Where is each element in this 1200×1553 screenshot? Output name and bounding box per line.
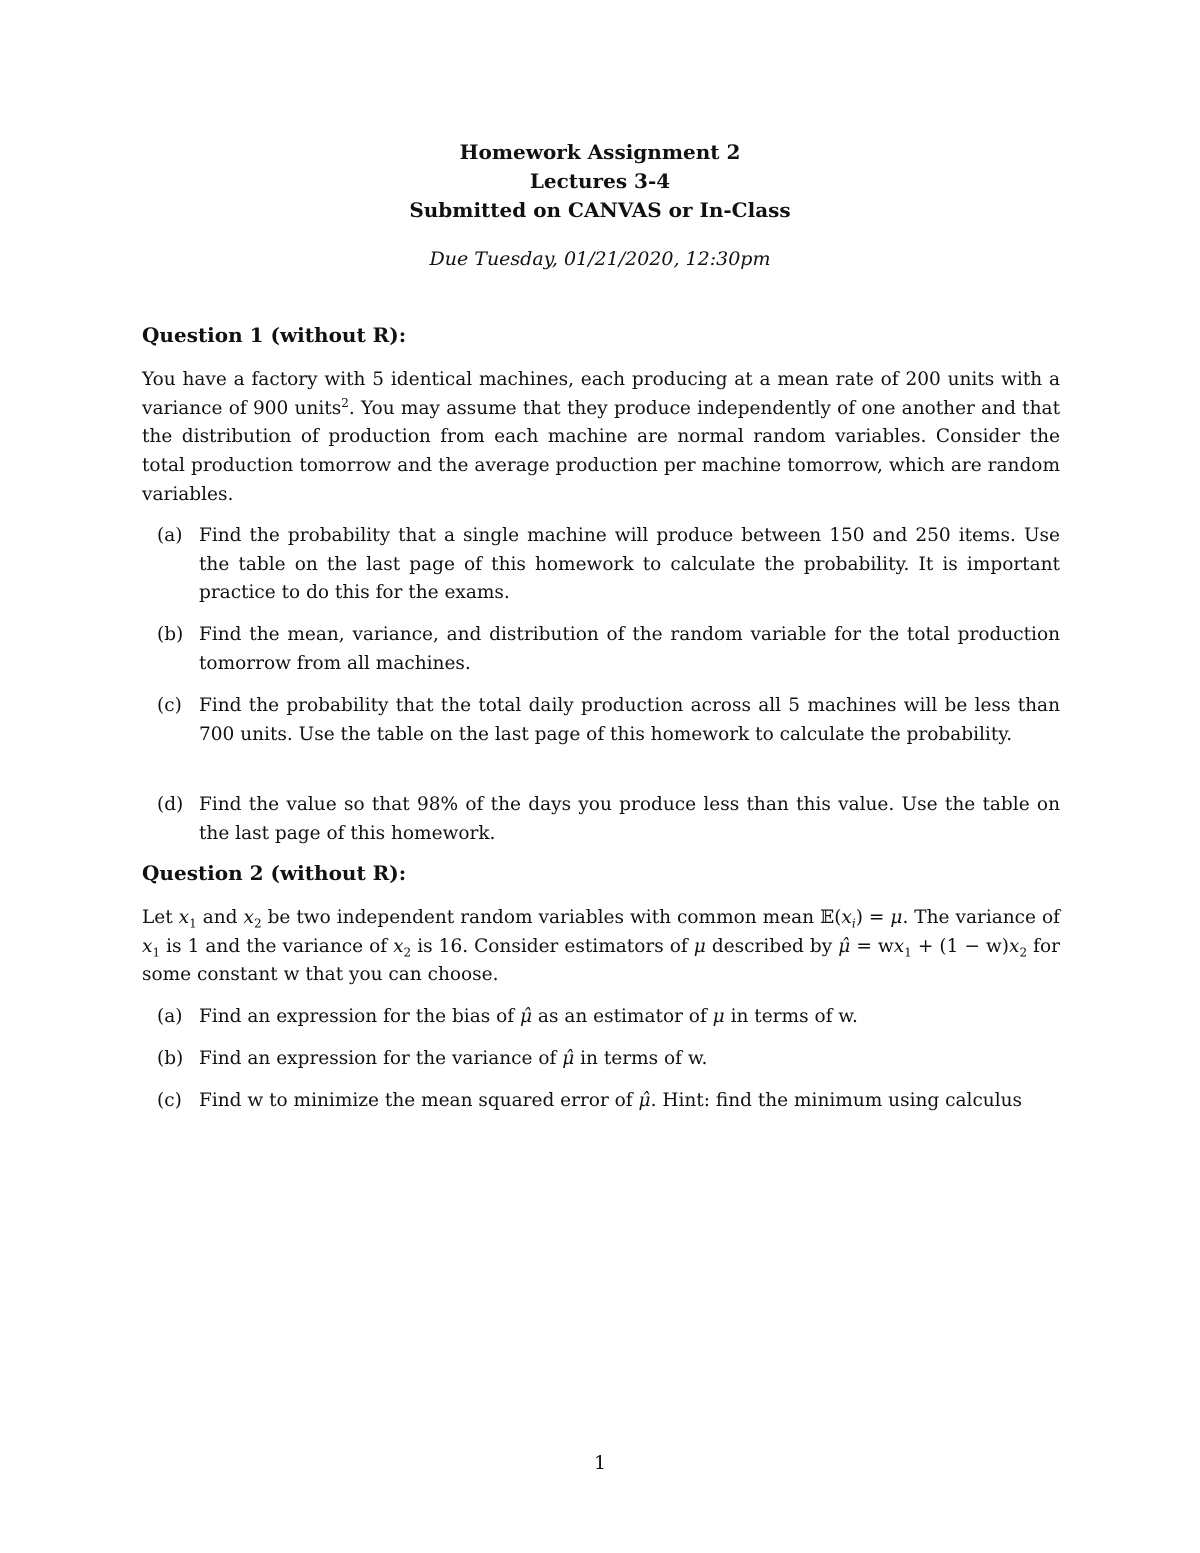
question-1-part-d [157, 791, 1060, 848]
page-number: 1 [593, 1452, 607, 1474]
part-text: Find the mean, variance, and distribution of the random variable for the total production tomorrow from all machines. [199, 624, 1060, 674]
part-label: (c) [157, 695, 182, 716]
question-2-part-c [157, 1087, 1060, 1116]
part-label: (a) [157, 525, 183, 546]
question-2-title: Question 2 (without R): [142, 861, 407, 885]
submission-line: Submitted on CANVAS or In-Class [409, 198, 791, 222]
part-label: (a) [157, 1006, 183, 1027]
lectures-line: Lectures 3-4 [529, 169, 671, 193]
question-1-part-b [157, 621, 1060, 678]
part-text: Find an expression for the bias of μ̂ as an estimator of μ in terms of w. [199, 1006, 858, 1027]
part-text: Find the value so that 98% of the days you produce less than this value. Use the table on the last page of this homework. [199, 794, 1060, 844]
part-text: Find the probability that the total daily production across all 5 machines will be less than 700 units. Use the table on the last page of this homework to calculate the probability. [199, 695, 1060, 745]
part-text: Find w to minimize the mean squared error of μ̂. Hint: find the minimum using calculus [199, 1090, 1023, 1111]
part-text: Find the probability that a single machine will produce between 150 and 250 items. Use the table on the last page of this homework to calculate the probability. It is important practice to do this for the exams. [199, 525, 1060, 604]
question-1-title: Question 1 (without R): [142, 323, 407, 347]
question-2-intro: Let $x_1$ and $x_2$ be two independent random variables with common mean $𝔼(x_i) = \mu$. The variance of $x_1$ is 1 and the variance of $x_2$ is 16. Consider estimators of μ described by μ̂ = $wx_1 + (1 - w)x_2$ for some constant w that you can choose. [142, 907, 1060, 986]
assignment-title: Homework Assignment 2 [459, 140, 741, 164]
part-label: (b) [157, 1048, 184, 1069]
part-label: (b) [157, 624, 184, 645]
part-label: (d) [157, 794, 184, 815]
question-1-part-a [157, 522, 1060, 608]
question-1-part-c [157, 692, 1060, 749]
part-text: Find an expression for the variance of μ̂ in terms of w. [199, 1048, 708, 1069]
header-block [0, 138, 1200, 225]
part-label: (c) [157, 1090, 182, 1111]
due-date: Due Tuesday, 01/21/2020, 12:30pm [429, 248, 771, 270]
question-1-intro: You have a factory with 5 identical machines, each producing at a mean rate of 200 units with a variance of 900 units$^2$. You may assume that they produce independently of one another and that the distribution of production from each machine are normal random variables. Consider the total production tomorrow and the average production per machine tomorrow, which are random variables. [142, 369, 1060, 505]
question-2-part-a [157, 1003, 1060, 1032]
question-2-part-b [157, 1045, 1060, 1074]
